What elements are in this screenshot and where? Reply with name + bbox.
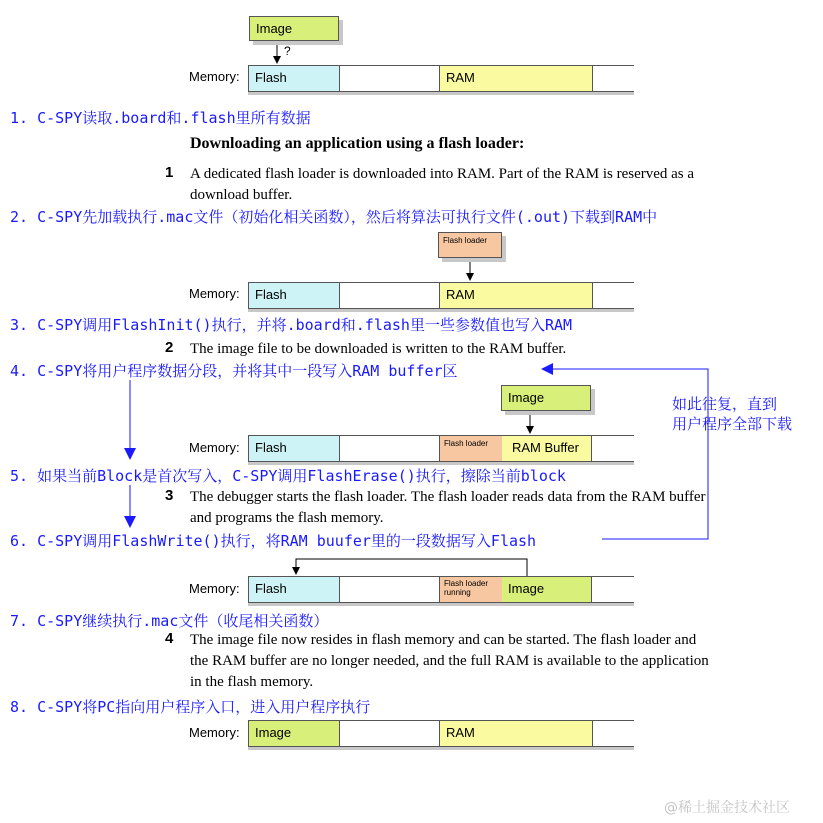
- ram-region: [439, 66, 593, 91]
- section-heading: Downloading an application using a flash loader:: [190, 135, 525, 152]
- paragraph-1-line2: download buffer.: [190, 187, 293, 203]
- image-box-label: Image: [256, 21, 293, 36]
- image-region: [502, 577, 592, 602]
- ram-label: RAM: [446, 287, 475, 302]
- image-box-label: Image: [508, 390, 545, 405]
- flash-region: [249, 436, 340, 461]
- flash-loader-running-region: [439, 577, 503, 602]
- paragraph-1-number: 1: [165, 164, 174, 181]
- memory-bar: [248, 65, 634, 92]
- memory-bar: [248, 282, 634, 309]
- step-5: 5. 如果当前Block是首次写入，C-SPY调用FlashErase()执行，擦除当前block: [10, 467, 566, 485]
- paragraph-3-line2: and programs the flash memory.: [190, 510, 384, 526]
- paragraph-4-line2: the RAM buffer are no longer needed, and the full RAM is available to the application: [190, 653, 709, 669]
- memory-bar: [248, 435, 634, 462]
- paragraph-3-number: 3: [165, 487, 174, 504]
- paragraph-1-line1: A dedicated flash loader is downloaded into RAM. Part of the RAM is reserved as a: [190, 166, 695, 182]
- ram-region: [439, 721, 593, 746]
- image-region: [249, 721, 340, 746]
- paragraph-4-line3: in the flash memory.: [190, 674, 314, 690]
- image-label: Image: [508, 581, 545, 596]
- memory-label: Memory:: [189, 581, 240, 596]
- flash-region: [249, 577, 340, 602]
- flash-loader-label: Flash loader: [443, 236, 488, 245]
- flash-region: [249, 66, 340, 91]
- flash-label: Flash: [255, 581, 287, 596]
- step-7: 7. C-SPY继续执行.mac文件（收尾相关函数）: [10, 612, 329, 630]
- flash-label: Flash: [255, 440, 287, 455]
- ram-region: [439, 283, 593, 308]
- loop-note-line1: 如此往复，直到: [672, 395, 778, 413]
- flash-label: Flash: [255, 287, 287, 302]
- paragraph-3-line1: The debugger starts the flash loader. The flash loader reads data from the RAM buffer: [190, 489, 706, 505]
- flash-label: Flash: [255, 70, 287, 85]
- image-box: [249, 16, 339, 41]
- memory-label: Memory:: [189, 286, 240, 301]
- flash-region: [249, 283, 340, 308]
- step-4: 4. C-SPY将用户程序数据分段，并将其中一段写入RAM buffer区: [10, 362, 458, 380]
- loop-note-line2: 用户程序全部下载: [672, 415, 793, 433]
- flash-loader-box: [438, 232, 502, 258]
- paragraph-2-number: 2: [165, 339, 174, 356]
- step-3: 3. C-SPY调用FlashInit()执行，并将.board和.flash里一些参数值也写入RAM: [10, 316, 573, 334]
- memory-bar: [248, 720, 634, 747]
- flash-loader-running-label: Flash loader running: [444, 579, 489, 597]
- memory-label: Memory:: [189, 440, 240, 455]
- paragraph-4-line1: The image file now resides in flash memory and can be started. The flash loader and: [190, 632, 697, 648]
- ram-buffer-label: RAM Buffer: [512, 440, 579, 455]
- step-1: 1. C-SPY读取.board和.flash里所有数据: [10, 109, 311, 127]
- memory-label: Memory:: [189, 725, 240, 740]
- buffer-to-flash-arrow: [296, 559, 527, 576]
- paragraph-4-number: 4: [165, 630, 174, 647]
- ram-label: RAM: [446, 70, 475, 85]
- flash-loader-label: Flash loader: [444, 439, 489, 448]
- question-mark: ?: [284, 44, 291, 58]
- memory-label: Memory:: [189, 69, 240, 84]
- watermark: @稀土掘金技术社区: [664, 800, 790, 816]
- ram-buffer-region: [502, 436, 592, 461]
- image-box: [501, 385, 591, 411]
- image-label: Image: [255, 725, 292, 740]
- step-8: 8. C-SPY将PC指向用户程序入口，进入用户程序执行: [10, 698, 371, 716]
- flash-loader-region: [439, 436, 503, 461]
- step-2: 2. C-SPY先加载执行.mac文件（初始化相关函数），然后将算法可执行文件(.out)下载到RAM中: [10, 208, 658, 226]
- memory-bar: [248, 576, 634, 603]
- step-6: 6. C-SPY调用FlashWrite()执行，将RAM buufer里的一段数据写入Flash: [10, 532, 537, 550]
- loop-note: [672, 394, 792, 434]
- paragraph-2-line1: The image file to be downloaded is written to the RAM buffer.: [190, 341, 567, 357]
- ram-label: RAM: [446, 725, 475, 740]
